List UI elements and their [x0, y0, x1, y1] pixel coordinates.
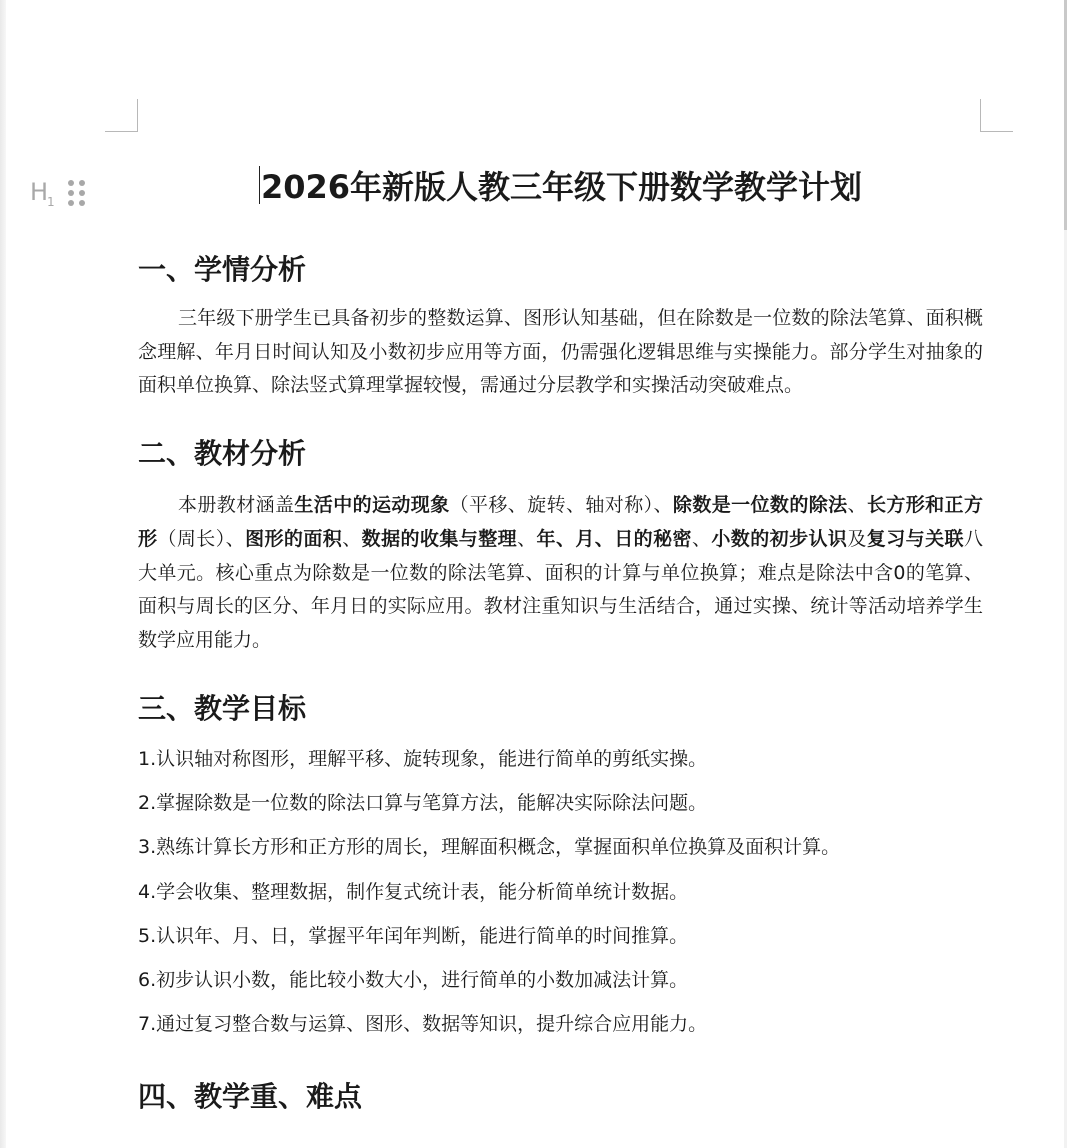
text-run: 本册教材涵盖 [178, 494, 295, 517]
section-2-paragraph[interactable] [138, 489, 983, 658]
list-item[interactable]: 6.初步认识小数，能比较小数大小，进行简单的小数加减法计算。 [138, 969, 689, 992]
text-run: 、 [847, 494, 867, 517]
page-margin-corner-top-left [105, 99, 138, 132]
list-item[interactable]: 2.掌握除数是一位数的除法口算与笔算方法，能解决实际除法问题。 [138, 791, 708, 814]
text-run: 、 [517, 527, 537, 550]
bold-text-run: 图形的面积 [245, 527, 343, 550]
section-1-paragraph[interactable]: 三年级下册学生已具备初步的整数运算、图形认知基础，但在除数是一位数的除法笔算、面积概念理解、年月日时间认知及小数初步应用等方面，仍需强化逻辑思维与实操能力。部分学生对抽象的面积单位换算、除法竖式算理掌握较慢，需通过分层教学和实操活动突破难点。 [138, 307, 983, 397]
text-run: （平移、旋转、轴对称）、 [449, 494, 673, 517]
bold-text-run: 年、月、日的秘密 [536, 527, 692, 550]
bold-text-run: 小数的初步认识 [711, 527, 848, 550]
heading-block-toolbar [30, 176, 85, 210]
text-run: 、 [342, 527, 362, 550]
list-item[interactable]: 5.认识年、月、日，掌握平年闰年判断，能进行简单的时间推算。 [138, 924, 689, 947]
page-left-edge [0, 0, 6, 1148]
text-run: （周长）、 [157, 527, 246, 550]
bold-text-run: 生活中的运动现象 [294, 494, 450, 517]
page-margin-corner-top-right [980, 99, 1013, 132]
text-run: 及 [847, 527, 867, 550]
text-run: 、 [691, 527, 712, 550]
section-heading-1[interactable]: 一、学情分析 [138, 253, 307, 286]
text-run: 八大单元。核心重点为除数是一位数的除法笔算、面积的计算与单位换算；难点是除法中含0的笔算、面积与周长的区分、年月日的实际应用。教材注重知识与生活结合，通过实操、统计等活动培养学生数学应用能力。 [138, 527, 983, 651]
section-heading-2[interactable]: 二、教材分析 [138, 437, 307, 471]
section-heading-3[interactable]: 三、教学目标 [138, 691, 307, 725]
bold-text-run: 长方形和正方形 [138, 494, 983, 550]
bold-text-run: 除数是一位数的除法 [672, 494, 848, 517]
document-body[interactable] [138, 160, 983, 1117]
list-item[interactable]: 4.学会收集、整理数据，制作复式统计表，能分析简单统计数据。 [138, 880, 689, 903]
drag-handle-icon[interactable] [68, 180, 85, 206]
list-item[interactable]: 7.通过复习整合数与运算、图形、数据等知识，提升综合应用能力。 [138, 1013, 708, 1036]
list-item[interactable]: 3.熟练计算长方形和正方形的周长，理解面积概念，掌握面积单位换算及面积计算。 [138, 836, 841, 859]
document-title[interactable]: 2026年新版人教三年级下册数学教学计划 [260, 168, 863, 206]
goals-list [138, 737, 983, 1047]
text-cursor [259, 166, 260, 204]
section-heading-4[interactable]: 四、教学重、难点 [138, 1079, 363, 1113]
heading-level-icon[interactable]: $H_1$ [30, 177, 54, 209]
bold-text-run: 数据的收集与整理 [361, 527, 518, 550]
list-item[interactable]: 1.认识轴对称图形，理解平移、旋转现象，能进行简单的剪纸实操。 [138, 747, 708, 770]
bold-text-run: 复习与关联 [866, 527, 964, 550]
